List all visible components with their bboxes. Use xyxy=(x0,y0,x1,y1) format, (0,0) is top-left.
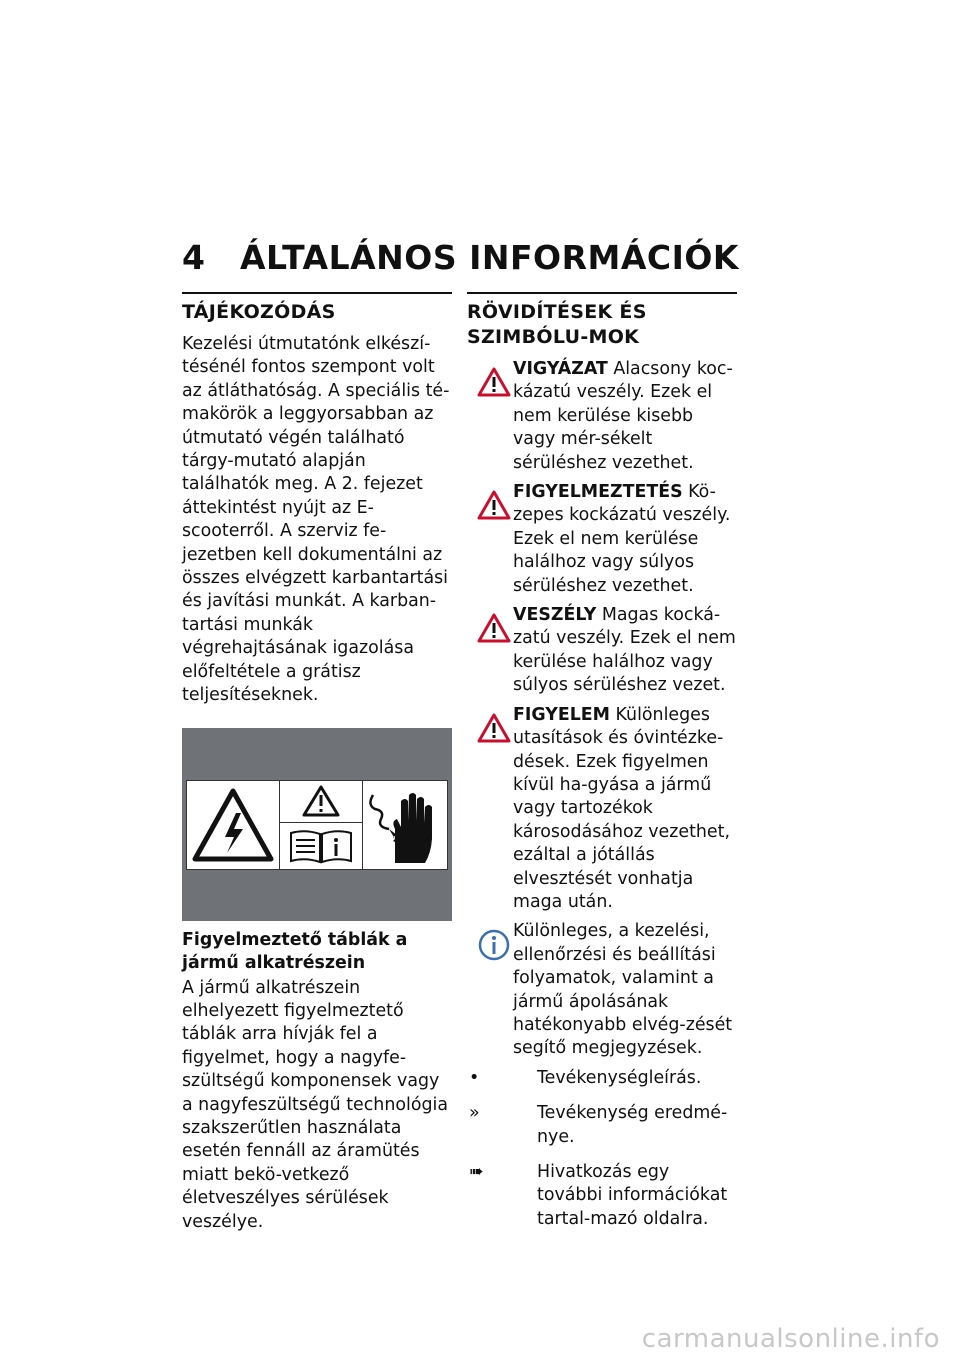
notice-keyword: VIGYÁZAT xyxy=(513,359,608,379)
info-icon xyxy=(477,928,511,962)
warning-triangle-icon xyxy=(477,489,511,521)
list-item-text: Hivatkozás egy további információkat tartal-mazó oldalra. xyxy=(537,1162,728,1229)
electric-shock-hand-icon xyxy=(363,781,447,869)
notice-info xyxy=(467,920,737,1060)
result-arrow-icon: » xyxy=(469,1103,480,1124)
section-heading-orientation: TÁJÉKOZÓDÁS xyxy=(182,301,336,323)
reference-arrow-icon: ➠ xyxy=(469,1162,484,1182)
bullet-icon: • xyxy=(469,1067,480,1088)
info-text: Különleges, a kezelési, ellenőrzési és beállítási folyamatok, valamint a jármű ápolásának hatékonyabb elvég-zését segítő megjegyzések. xyxy=(513,921,733,1059)
list-item xyxy=(467,1161,737,1231)
notice-keyword: FIGYELEM xyxy=(513,704,610,725)
list-item-text: Tevékenységleírás. xyxy=(537,1067,702,1088)
section-rule xyxy=(467,292,737,294)
list-item xyxy=(467,1067,737,1090)
intro-paragraph: Kezelési útmutatónk elkészí-tésénél fontos szempont volt az átláthatóság. A speciális té-makörök a leggyorsabban az útmutató végén található tárgy-mutató alapján találhatók meg. A 2. fejezet áttekintést nyújt az E-scooterről. A szerviz fe-jezetben kell dokumentálni az összes elvégzett karbantartási és javítási munkát. A karban-tartási munkák végrehajtásának igazolása előfeltétele a grátisz teljesítéseknek. xyxy=(182,334,450,706)
notice-warning xyxy=(467,481,737,598)
chapter-number: 4 xyxy=(182,238,206,277)
section-rule xyxy=(182,292,452,294)
chapter-title xyxy=(182,238,739,277)
notice-text: Kö-zepes kockázatú veszély. Ezek el nem kerülése halálhoz vagy súlyos sérüléshez vezethet. xyxy=(513,482,731,596)
list-item-text: Tevékenység eredmé-nye. xyxy=(537,1103,728,1147)
notice-text: Magas kocká-zatú veszély. Ezek el nem kerülése halálhoz vagy súlyos sérüléshez vezet. xyxy=(513,605,736,696)
notice-text: Alacsony koc-kázatú veszély. Ezek el nem kerülése kisebb vagy mér-sékelt sérüléshez vezethet. xyxy=(513,359,733,473)
read-manual-icon xyxy=(280,781,363,869)
notice-text: Különleges utasítások és óvintézke-dések. Ezek figyelmen kívül ha-gyása a jármű vagy tartozékok károsodásához vezethet, ezáltal a jótállás elvesztését vonhatja maga után. xyxy=(513,704,730,912)
figure-description: A jármű alkatrészein elhelyezett figyelmeztető táblák arra hívják fel a figyelmet, hogy a nagyfe-szültségű komponensek vagy a nagyfeszültségű technológia szakszerűtlen használata esetén fennáll az áramütés miatt bekö-vetkező életveszélyes sérülések veszélye. xyxy=(182,977,448,1232)
right-column xyxy=(467,292,737,1243)
list-item xyxy=(467,1102,737,1149)
warning-triangle-icon xyxy=(477,366,511,398)
warning-label-sign xyxy=(186,780,448,870)
notice-keyword: VESZÉLY xyxy=(513,605,597,626)
notice-danger xyxy=(467,604,737,698)
watermark: carmanualsonline.info xyxy=(641,1324,940,1354)
notice-keyword: FIGYELMEZTETÉS xyxy=(513,482,683,503)
left-column xyxy=(182,292,452,1234)
warning-triangle-icon xyxy=(477,612,511,644)
warning-triangle-icon xyxy=(477,712,511,744)
high-voltage-icon xyxy=(187,781,280,869)
notice-attention xyxy=(467,704,737,915)
section-heading-abbreviations: RÖVIDÍTÉSEK ÉS SZIMBÓLU-MOK xyxy=(467,301,647,348)
chapter-name: ÁLTALÁNOS INFORMÁCIÓK xyxy=(240,238,739,277)
symbol-list xyxy=(467,1067,737,1231)
warning-labels-figure xyxy=(182,728,452,921)
figure-caption: Figyelmeztető táblák a jármű alkatrészein xyxy=(182,929,408,973)
notice-caution xyxy=(467,358,737,475)
